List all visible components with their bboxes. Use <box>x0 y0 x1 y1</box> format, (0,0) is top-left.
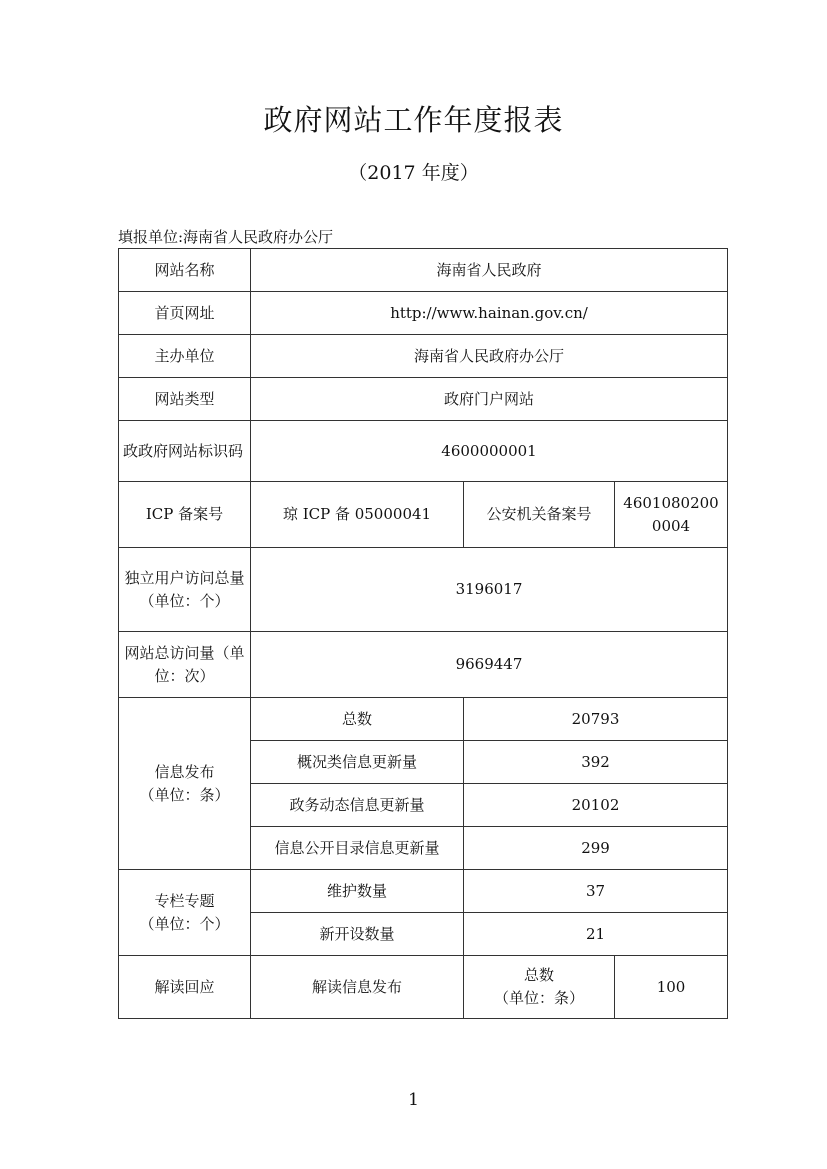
info-release-unit: （单位：条） <box>139 785 230 804</box>
new-count-value: 21 <box>464 913 728 956</box>
table-row <box>119 482 728 548</box>
table-row <box>119 698 728 741</box>
icp-value: 琼 ICP 备 05000041 <box>251 482 464 548</box>
site-type-label: 网站类型 <box>119 378 251 421</box>
table-row <box>119 292 728 335</box>
homepage-label: 首页网址 <box>119 292 251 335</box>
table-row <box>119 870 728 913</box>
sponsor-value: 海南省人民政府办公厅 <box>251 335 728 378</box>
site-name-label: 网站名称 <box>119 249 251 292</box>
homepage-value: http://www.hainan.gov.cn/ <box>251 292 728 335</box>
page-number: 1 <box>408 1090 419 1110</box>
unique-visitors-value: 3196017 <box>251 548 728 632</box>
unique-visitors-label: 独立用户访问总量（单位：个） <box>119 548 251 632</box>
info-release-label: 信息发布 <box>154 762 215 781</box>
columns-group <box>119 870 251 956</box>
sponsor-label: 主办单位 <box>119 335 251 378</box>
filler-unit: 填报单位:海南省人民政府办公厅 <box>118 228 334 246</box>
gov-news-update-value: 20102 <box>464 784 728 827</box>
columns-unit: （单位：个） <box>139 914 230 933</box>
table-row <box>119 249 728 292</box>
icp-label: ICP 备案号 <box>119 482 251 548</box>
site-code-label: 政政府网站标识码 <box>119 421 251 482</box>
site-name-value: 海南省人民政府 <box>251 249 728 292</box>
report-table <box>118 248 728 1019</box>
table-row <box>119 956 728 1019</box>
maintained-count-value: 37 <box>464 870 728 913</box>
table-row <box>119 632 728 698</box>
report-year: （2017 年度） <box>348 162 479 184</box>
new-count-label: 新开设数量 <box>251 913 464 956</box>
interpretation-total-unit: （单位：条） <box>493 989 584 1007</box>
table-row <box>119 421 728 482</box>
police-record-label: 公安机关备案号 <box>464 482 615 548</box>
total-visits-label: 网站总访问量（单位：次） <box>119 632 251 698</box>
columns-label: 专栏专题 <box>154 891 215 910</box>
interpretation-sub-label: 解读信息发布 <box>251 956 464 1019</box>
info-total-value: 20793 <box>464 698 728 741</box>
site-type-value: 政府门户网站 <box>251 378 728 421</box>
overview-update-label: 概况类信息更新量 <box>251 741 464 784</box>
interpretation-total-value: 100 <box>615 956 728 1019</box>
interpretation-label: 解读回应 <box>119 956 251 1019</box>
maintained-count-label: 维护数量 <box>251 870 464 913</box>
interpretation-total-label: 总数 <box>523 966 554 984</box>
info-release-group <box>119 698 251 870</box>
table-row <box>119 378 728 421</box>
disclosure-update-label: 信息公开目录信息更新量 <box>251 827 464 870</box>
site-code-value: 4600000001 <box>251 421 728 482</box>
police-record-value: 46010802000004 <box>615 482 728 548</box>
table-row <box>119 335 728 378</box>
report-title: 政府网站工作年度报表 <box>263 103 564 137</box>
table-row <box>119 548 728 632</box>
disclosure-update-value: 299 <box>464 827 728 870</box>
gov-news-update-label: 政务动态信息更新量 <box>251 784 464 827</box>
overview-update-value: 392 <box>464 741 728 784</box>
total-visits-value: 9669447 <box>251 632 728 698</box>
info-total-label: 总数 <box>251 698 464 741</box>
interpretation-total-group <box>464 956 615 1019</box>
